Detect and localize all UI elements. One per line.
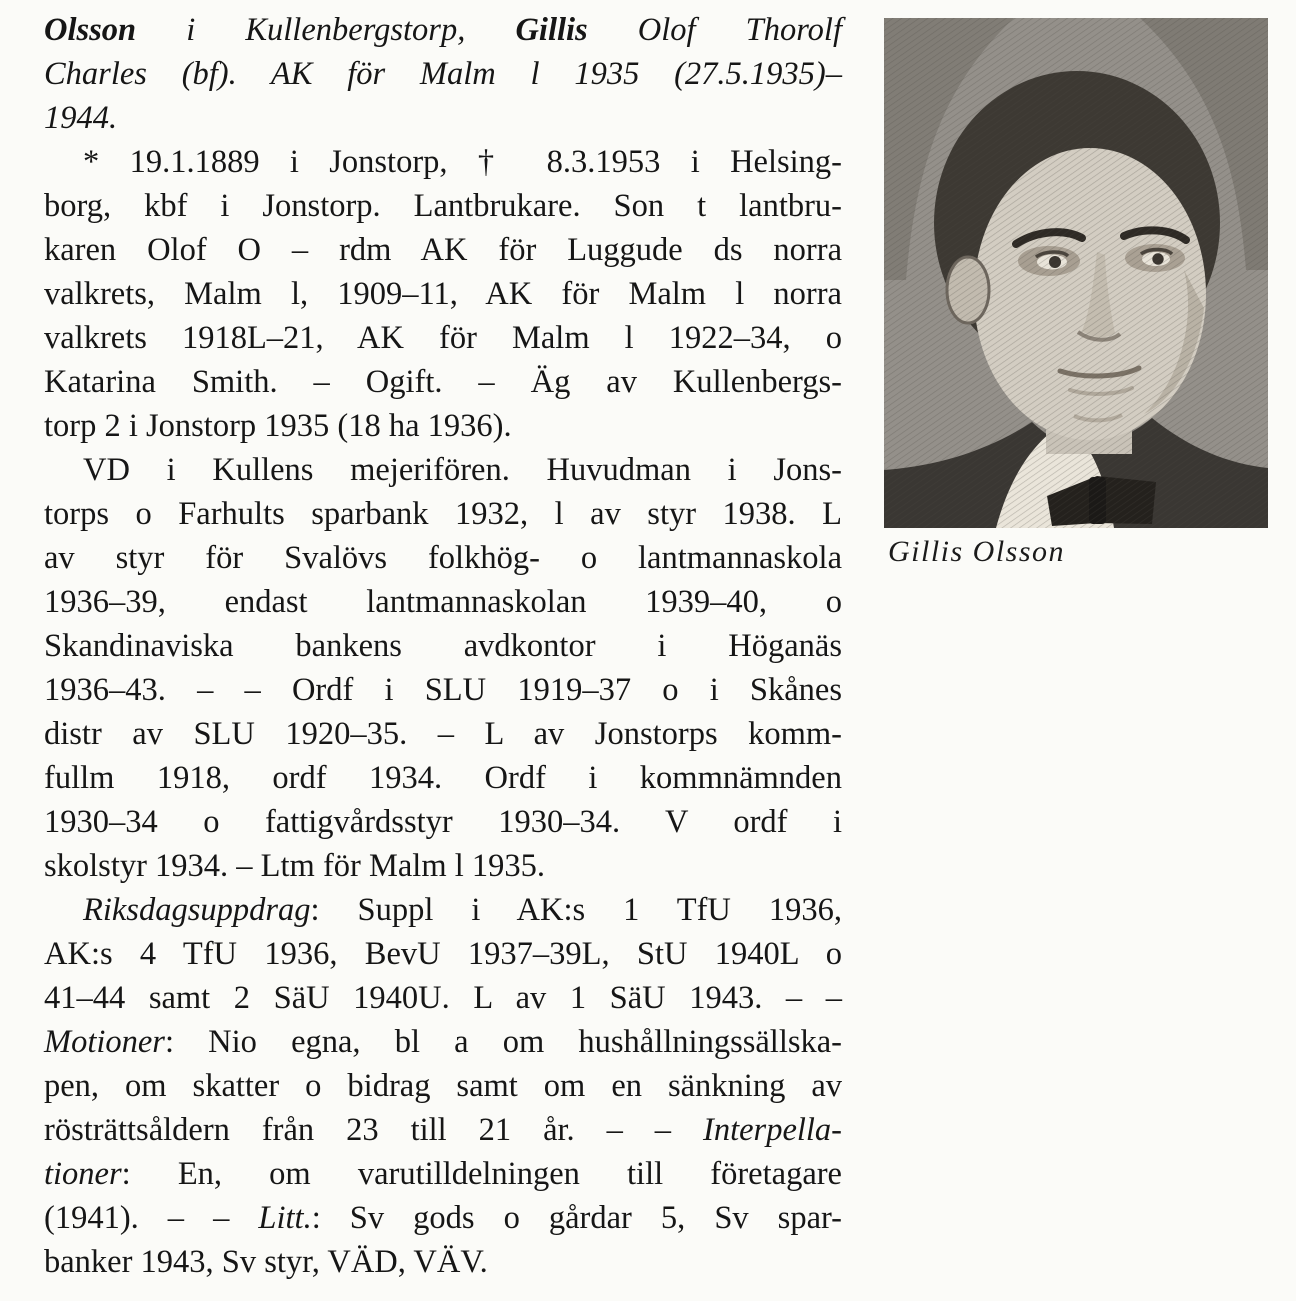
text-segment: borg, kbf i Jonstorp. Lantbrukare. Son t lantbru-: [44, 188, 842, 224]
text-segment: : Sv gods o gårdar 5, Sv spar-: [311, 1200, 843, 1236]
text-segment: Charles (bf). AK för Malm l 1935 (27.5.1935)–: [44, 56, 842, 92]
text-segment: i Kullenbergstorp,: [136, 12, 516, 48]
text-segment: (1941). – –: [44, 1200, 259, 1236]
text-line: [44, 272, 842, 316]
text-segment: torps o Farhults sparbank 1932, l av styr 1938. L: [44, 496, 842, 532]
text-line: [44, 800, 842, 844]
text-segment: Olsson: [44, 12, 137, 48]
text-segment: : En, om varutilldelningen till företagare: [121, 1156, 842, 1192]
text-line: [44, 1020, 842, 1064]
text-segment: Litt.: [258, 1200, 312, 1236]
portrait-photo: [884, 18, 1268, 528]
text-segment: pen, om skatter o bidrag samt om en sänkning av: [44, 1068, 842, 1104]
text-segment: Gillis: [515, 12, 588, 48]
text-segment: torp 2 i Jonstorp 1935 (18 ha 1936).: [44, 408, 512, 444]
text-line: [44, 888, 842, 932]
text-segment: skolstyr 1934. – Ltm för Malm l 1935.: [44, 848, 546, 884]
text-segment: karen Olof O – rdm AK för Luggude ds norra: [44, 232, 842, 268]
text-segment: fullm 1918, ordf 1934. Ordf i kommnämnden: [44, 760, 842, 796]
text-segment: Skandinaviska bankens avdkontor i Höganäs: [44, 628, 842, 664]
text-line: [44, 1108, 842, 1152]
text-segment: 41–44 samt 2 SäU 1940U. L av 1 SäU 1943. – –: [44, 980, 842, 1016]
text-segment: 1936–39, endast lantmannaskolan 1939–40, o: [44, 584, 842, 620]
text-line: [44, 140, 842, 184]
text-line: [44, 976, 842, 1020]
text-segment: AK:s 4 TfU 1936, BevU 1937–39L, StU 1940L o: [44, 936, 842, 972]
text-line: [44, 360, 842, 404]
text-segment: 1930–34 o fattigvårdsstyr 1930–34. V ordf i: [44, 804, 842, 840]
text-line: [44, 536, 842, 580]
text-segment: : Suppl i AK:s 1 TfU 1936,: [310, 892, 842, 928]
text-segment: valkrets 1918L–21, AK för Malm l 1922–34, o: [44, 320, 842, 356]
text-line: [44, 1152, 842, 1196]
text-line: [44, 184, 842, 228]
text-segment: Riksdagsuppdrag: [83, 892, 311, 928]
text-segment: Motioner: [44, 1024, 165, 1060]
text-line: [44, 228, 842, 272]
portrait-figure: [884, 18, 1268, 569]
text-segment: 1944.: [44, 100, 118, 136]
text-line: [44, 580, 842, 624]
text-line: [44, 52, 842, 96]
text-segment: Interpella-: [703, 1112, 842, 1148]
portrait-photo-image: [884, 18, 1268, 528]
photo-caption: Gillis Olsson: [888, 535, 1066, 568]
text-line: [44, 1196, 842, 1240]
biography-text: [44, 8, 842, 1284]
text-segment: 1936–43. – – Ordf i SLU 1919–37 o i Skånes: [44, 672, 842, 708]
text-line: [44, 316, 842, 360]
text-segment: Olof Thorolf: [587, 12, 842, 48]
text-segment: banker 1943, Sv styr, VÄD, VÄV.: [44, 1244, 488, 1280]
text-segment: * 19.1.1889 i Jonstorp, † 8.3.1953 i Helsing-: [83, 144, 842, 180]
text-segment: distr av SLU 1920–35. – L av Jonstorps komm-: [44, 716, 842, 752]
text-segment: : Nio egna, bl a om hushållningssällska-: [164, 1024, 842, 1060]
text-line: [44, 624, 842, 668]
text-line: [44, 668, 842, 712]
text-segment: tioner: [44, 1156, 122, 1192]
text-segment: VD i Kullens mejerifören. Huvudman i Jons-: [83, 452, 842, 488]
text-line: [44, 756, 842, 800]
text-segment: Katarina Smith. – Ogift. – Äg av Kullenbergs-: [44, 364, 842, 400]
text-line: [44, 492, 842, 536]
text-segment: av styr för Svalövs folkhög- o lantmannaskola: [44, 540, 842, 576]
text-line: [44, 404, 842, 448]
text-line: [44, 8, 842, 52]
text-line: [44, 844, 842, 888]
text-line: [44, 1064, 842, 1108]
text-line: [44, 448, 842, 492]
text-line: [44, 712, 842, 756]
text-line: [44, 932, 842, 976]
text-segment: valkrets, Malm l, 1909–11, AK för Malm l norra: [44, 276, 842, 312]
text-line: [44, 96, 842, 140]
text-segment: rösträttsåldern från 23 till 21 år. – –: [44, 1112, 704, 1148]
text-line: [44, 1240, 842, 1284]
